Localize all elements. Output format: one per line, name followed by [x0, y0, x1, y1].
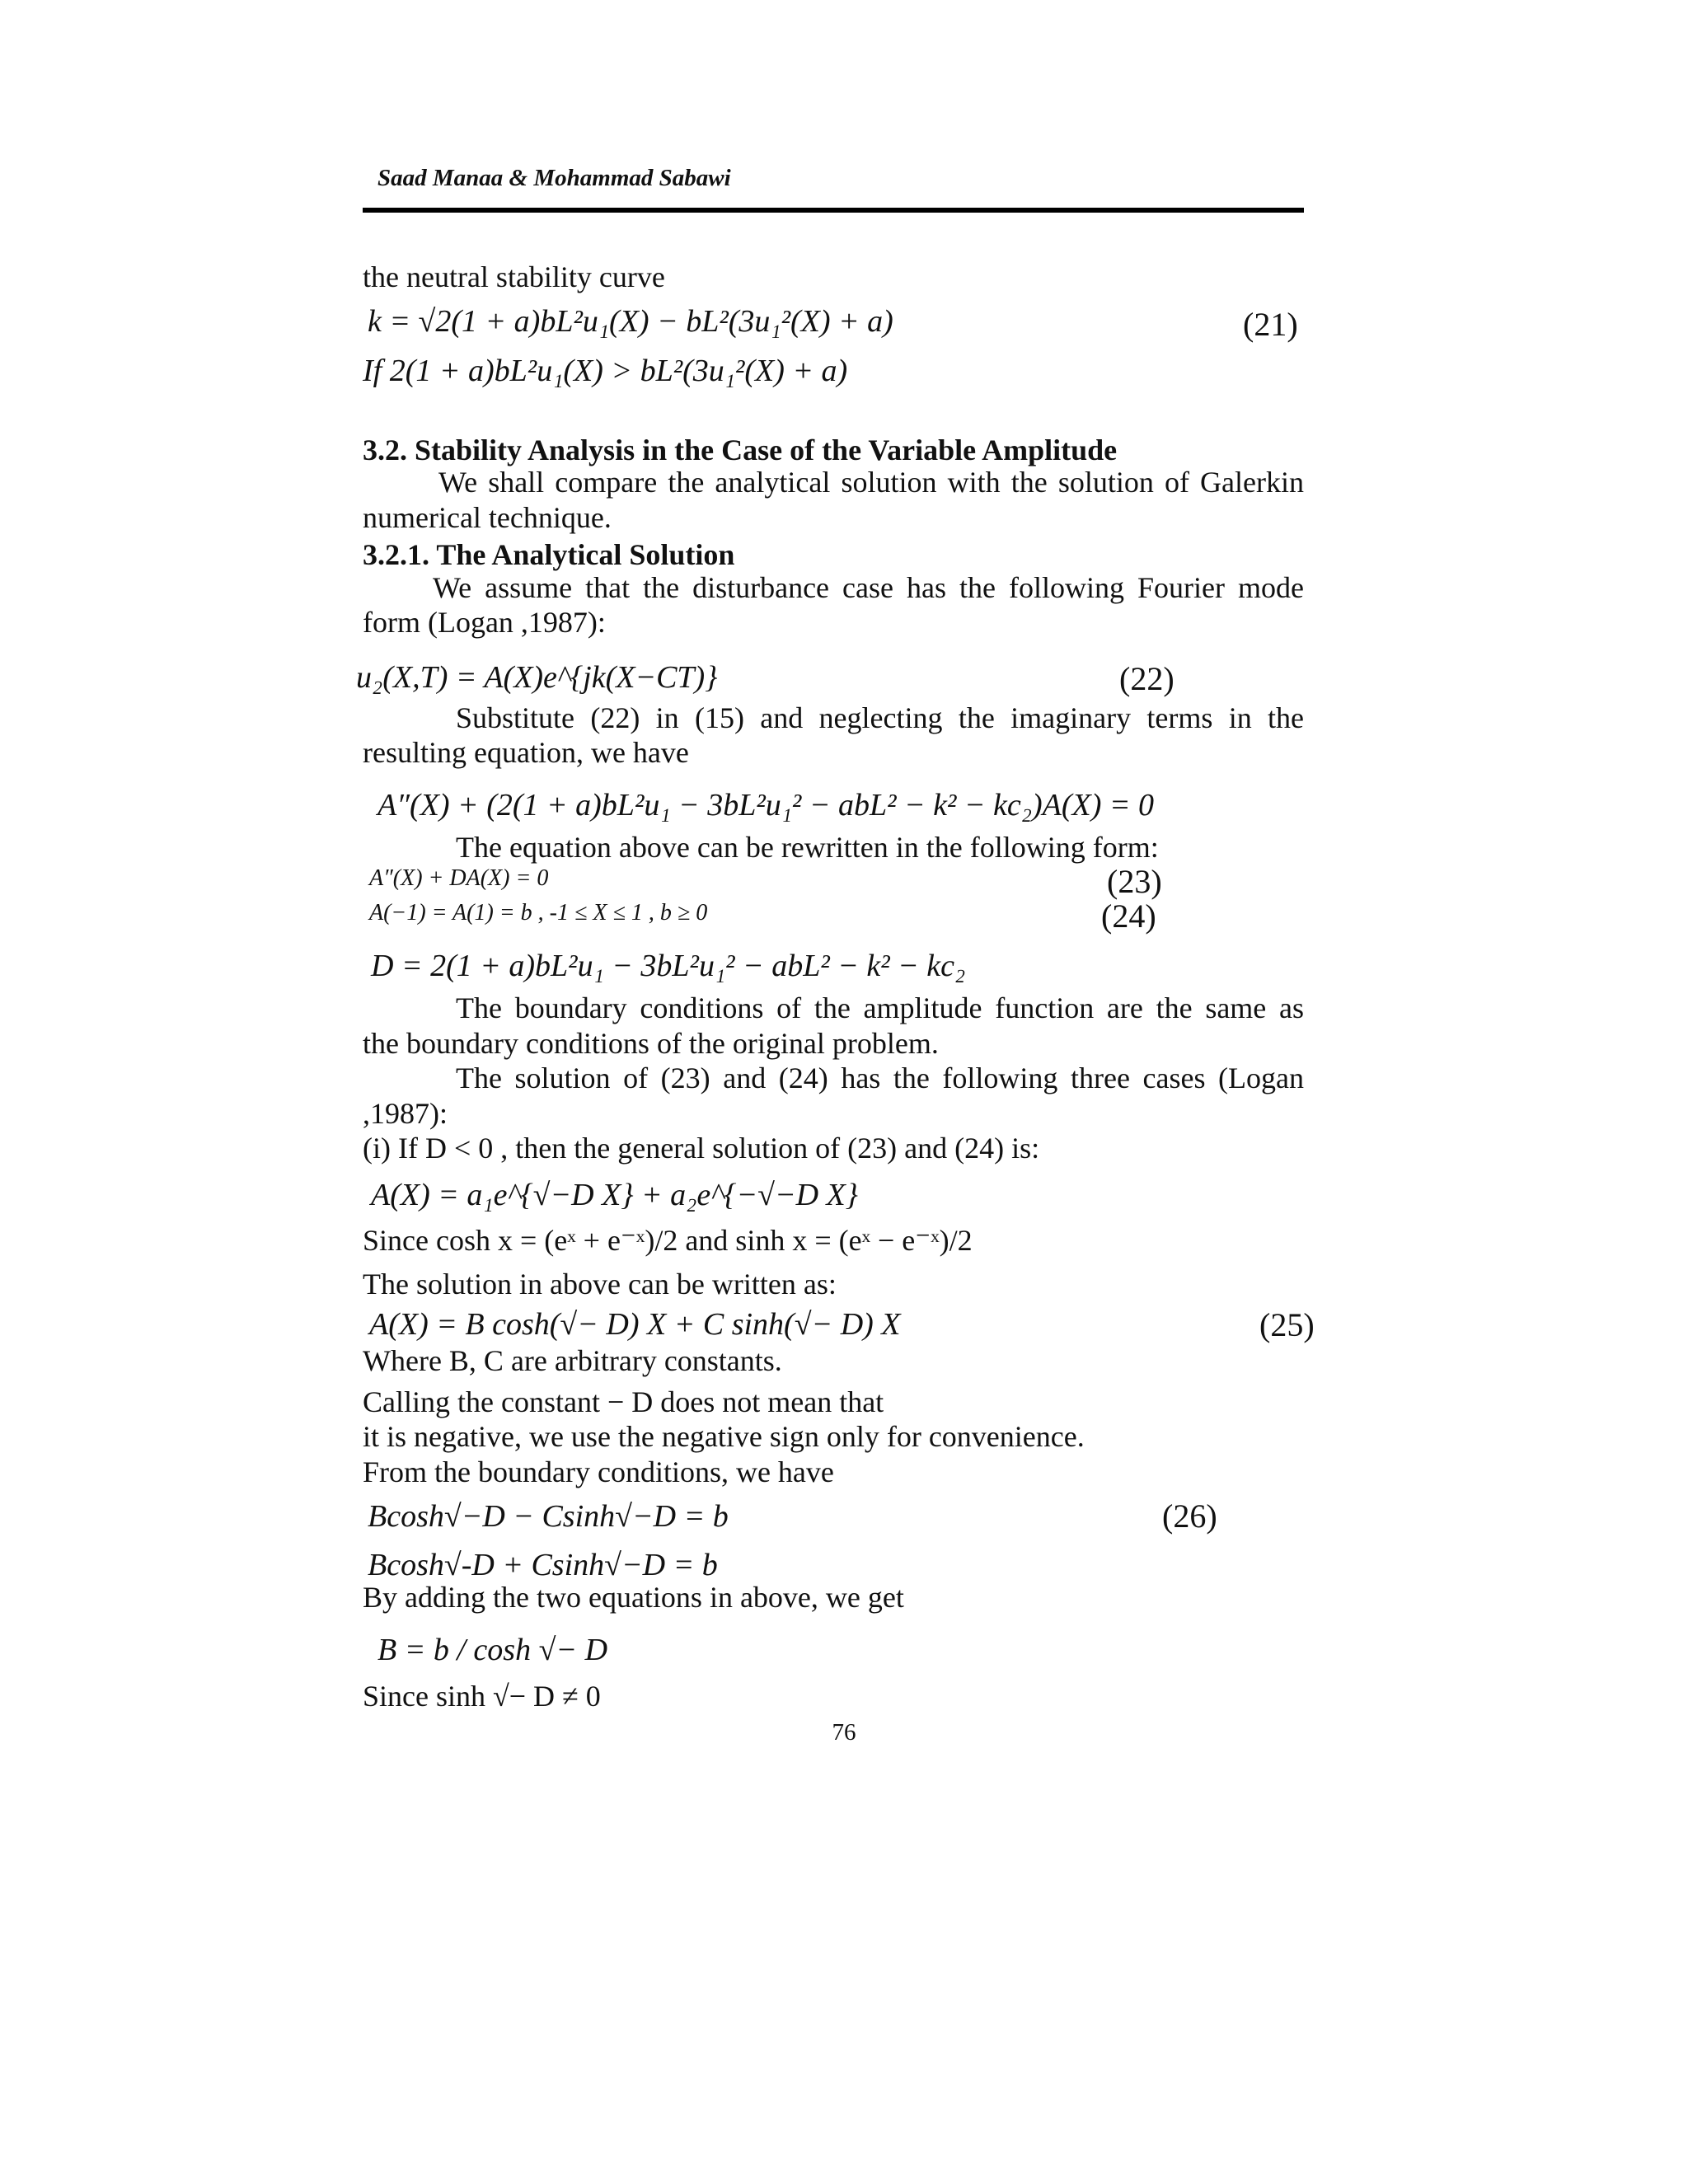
paragraph-line: Substitute (22) in (15) and neglecting the imaginary terms in the: [456, 701, 1304, 734]
page-number: 76: [832, 1719, 856, 1746]
paragraph-line: From the boundary conditions, we have: [363, 1455, 834, 1488]
equation-D: D = 2(1 + a)bL²u₁ − 3bL²u₁² − abL² − k² − kc₂: [371, 949, 966, 983]
equation-26a: Bcosh√−D − Csinh√−D = b: [368, 1499, 729, 1534]
condition-line: If 2(1 + a)bL²u₁(X) > bL²(3u₁²(X) + a): [363, 354, 848, 388]
equation-B: B = b / cosh √− D: [377, 1633, 608, 1667]
paragraph-line: Since sinh √− D ≠ 0: [363, 1680, 601, 1713]
since-line: Since cosh x = (eˣ + e⁻ˣ)/2 and sinh x = (eˣ − e⁻ˣ)/2: [363, 1224, 973, 1257]
equation-number-24: (24): [1101, 898, 1156, 935]
case-line: (i) If D < 0 , then the general solution of (23) and (24) is:: [363, 1132, 1040, 1165]
paragraph-line: Where B, C are arbitrary constants.: [363, 1344, 782, 1377]
amplitude-equation: A″(X) + (2(1 + a)bL²u₁ − 3bL²u₁² − abL² − k² − kc₂)A(X) = 0: [377, 788, 1155, 823]
equation-number-23: (23): [1107, 863, 1162, 900]
text-line: the neutral stability curve: [363, 260, 665, 293]
running-head: Saad Manaa & Mohammad Sabawi: [377, 165, 731, 191]
equation-23: A″(X) + DA(X) = 0: [369, 865, 549, 891]
equation-number-22: (22): [1119, 660, 1175, 697]
paragraph-line: We assume that the disturbance case has the following Fourier mode: [433, 571, 1304, 604]
equation-number-25: (25): [1259, 1306, 1315, 1343]
paragraph-line: ,1987):: [363, 1097, 448, 1130]
paragraph-line: form (Logan ,1987):: [363, 606, 606, 639]
section-heading-3-2: 3.2. Stability Analysis in the Case of the Variable Amplitude: [363, 434, 1118, 466]
paragraph-line: resulting equation, we have: [363, 736, 689, 769]
paragraph-line: The solution of (23) and (24) has the following three cases (Logan: [456, 1062, 1304, 1094]
equation-24: A(−1) = A(1) = b , -1 ≤ X ≤ 1 , b ≥ 0: [369, 900, 708, 926]
equation-number-26: (26): [1162, 1497, 1217, 1535]
paragraph-line: By adding the two equations in above, we get: [363, 1581, 904, 1614]
equation-26b: Bcosh√-D + Csinh√−D = b: [368, 1548, 718, 1582]
header-rule: [363, 208, 1304, 213]
general-solution: A(X) = a₁e^{√−D X} + a₂e^{−√−D X}: [371, 1178, 858, 1212]
paragraph-line: The boundary conditions of the amplitude function are the same as: [456, 991, 1304, 1024]
paragraph-line: Calling the constant − D does not mean that: [363, 1385, 884, 1418]
equation-21: k = √2(1 + a)bL²u₁(X) − bL²(3u₁²(X) + a): [368, 304, 893, 339]
paragraph-line: The equation above can be rewritten in the following form:: [456, 831, 1159, 864]
paragraph-line: numerical technique.: [363, 501, 612, 534]
equation-number-21: (21): [1243, 306, 1298, 343]
equation-25: A(X) = B cosh(√− D) X + C sinh(√− D) X: [369, 1307, 901, 1342]
section-heading-3-2-1: 3.2.1. The Analytical Solution: [363, 538, 735, 571]
paragraph-line: The solution in above can be written as:: [363, 1268, 837, 1301]
paragraph-line: it is negative, we use the negative sign only for convenience.: [363, 1420, 1085, 1453]
paragraph-line: We shall compare the analytical solution with the solution of Galerkin: [438, 466, 1304, 499]
paragraph-line: the boundary conditions of the original problem.: [363, 1027, 939, 1060]
equation-22: u₂(X,T) = A(X)e^{jk(X−CT)}: [356, 660, 718, 695]
